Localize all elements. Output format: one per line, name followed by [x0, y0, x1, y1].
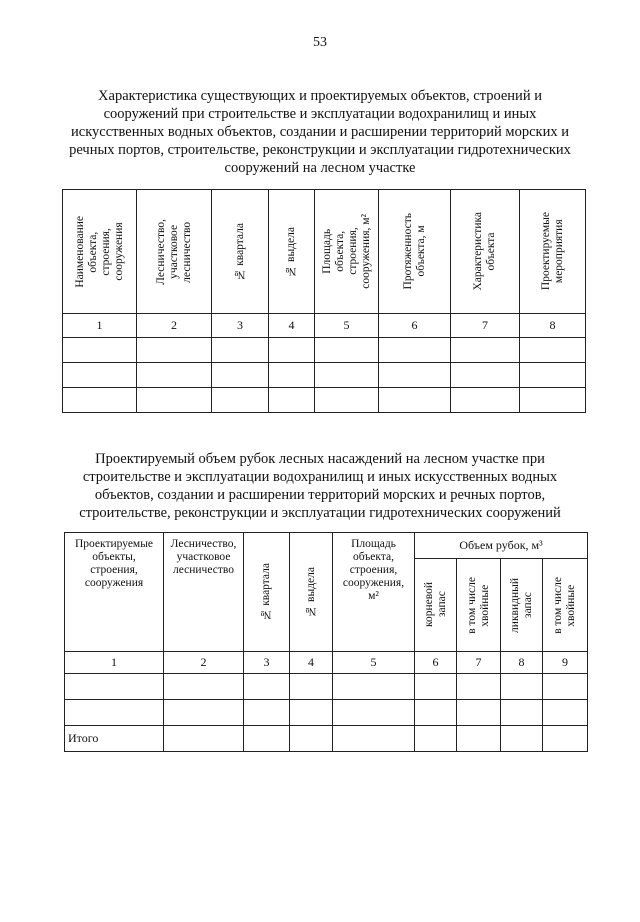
column-number: 8 [520, 314, 586, 338]
column-number: 3 [212, 314, 269, 338]
table1-header-row [63, 190, 586, 314]
header-forestry: Лесничество, участковое лесничество [164, 533, 244, 652]
column-number: 4 [269, 314, 315, 338]
table-row [65, 674, 588, 700]
section1-title-line: искусственных водных объектов, создании и расширении территорий морских и [71, 124, 569, 140]
table1-number-row [63, 314, 586, 338]
objects-characteristics-table [62, 189, 586, 413]
table2-number-row [65, 652, 588, 674]
column-number: 2 [164, 652, 244, 674]
column-number: 3 [244, 652, 290, 674]
header-plot: № выдела [290, 533, 333, 652]
header-liquid-stock: ликвидный запас [501, 559, 543, 652]
column-number: 8 [501, 652, 543, 674]
header-measures: Проектируемые мероприятия [520, 190, 586, 314]
felling-volume-table [64, 532, 588, 752]
column-number: 4 [290, 652, 333, 674]
header-characteristic: Характеристика объекта [451, 190, 520, 314]
header-volume-group: Объем рубок, м³ [415, 533, 588, 559]
column-number: 5 [315, 314, 379, 338]
header-area: Площадь объекта, строения, сооружения, м² [315, 190, 379, 314]
section2-title [60, 450, 580, 522]
column-number: 6 [415, 652, 457, 674]
table2-header-row-1 [65, 533, 588, 559]
header-quarter: № квартала [212, 190, 269, 314]
header-length: Протяженность объекта, м [379, 190, 451, 314]
column-number: 6 [379, 314, 451, 338]
page-number: 53 [313, 35, 327, 50]
column-number: 1 [65, 652, 164, 674]
section2-title-line: Проектируемый объем рубок лесных насаждений на лесном участке при [95, 451, 545, 467]
column-number: 7 [451, 314, 520, 338]
section1-title-line: сооружений на лесном участке [224, 160, 416, 176]
header-conifer-2: в том числе хвойные [543, 559, 588, 652]
section2-title-line: строительстве и эксплуатации водохранилищ и иных искусственных водных [82, 469, 558, 485]
column-number: 1 [63, 314, 137, 338]
header-area: Площадь объекта, строения, сооружения, м² [333, 533, 415, 652]
column-number: 2 [137, 314, 212, 338]
header-objects: Проектируемые объекты, строения, сооружения [65, 533, 164, 652]
section1-title-line: Характеристика существующих и проектируемых объектов, строений и [98, 88, 542, 104]
total-row [65, 726, 588, 752]
section2-title-line: строительстве, реконструкции и эксплуатации гидротехнических сооружений [79, 505, 561, 521]
column-number: 5 [333, 652, 415, 674]
column-number: 9 [543, 652, 588, 674]
table-row [63, 338, 586, 363]
header-quarter: № квартала [244, 533, 290, 652]
table-row [63, 363, 586, 388]
table-row [63, 388, 586, 413]
header-root-stock: корневой запас [415, 559, 457, 652]
header-forestry: Лесничество, участковое лесничество [137, 190, 212, 314]
total-label: Итого [65, 726, 164, 752]
section2-title-line: объектов, создании и расширении территорий морских и речных портов, [94, 487, 546, 503]
header-plot: № выдела [269, 190, 315, 314]
section1-title-line: сооружений при строительстве и эксплуатации водохранилищ и иных [103, 106, 537, 122]
section1-title [60, 87, 580, 177]
column-number: 7 [457, 652, 501, 674]
section1-title-line: речных портов, строительстве, реконструкции и эксплуатации гидротехнических [69, 142, 571, 158]
table-row [65, 700, 588, 726]
header-object-name: Наименование объекта, строения, сооружения [63, 190, 137, 314]
header-conifer-1: в том числе хвойные [457, 559, 501, 652]
